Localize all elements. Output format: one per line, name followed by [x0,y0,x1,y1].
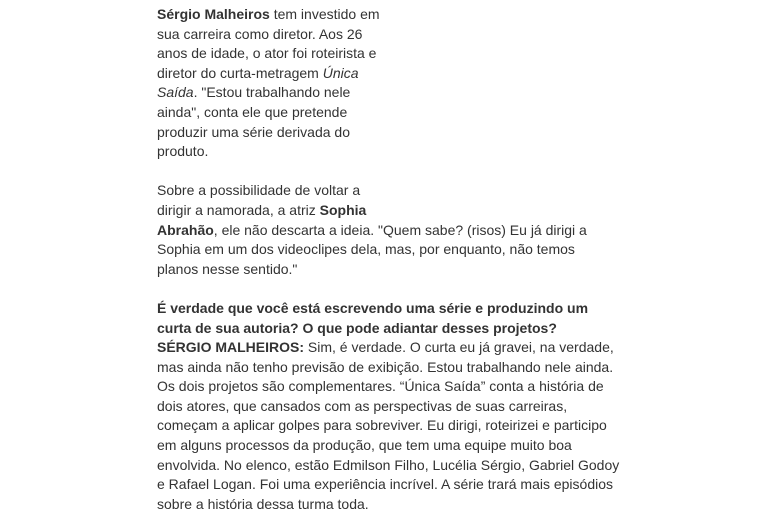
text-line: em alguns processos da produção, que tem uma equipe muito boa [157,437,572,454]
text-line: Abrahão, ele não descarta a ideia. "Quem sabe? (risos) Eu já dirigi a [157,221,587,238]
article-body [157,5,620,514]
interview-speaker: SÉRGIO MALHEIROS: [157,339,305,356]
text-line: Saída. "Estou trabalhando nele [157,84,351,101]
text-line: e Rafael Logan. Foi uma experiência incrível. A série trará mais episódios [157,476,614,493]
paragraph-spacer [157,162,617,182]
paragraph-spacer [157,279,617,299]
text-line: Sobre a possibilidade de voltar a [157,182,361,199]
text-line: anos de idade, o ator foi roteirista e [157,45,377,62]
text-line: planos nesse sentido." [157,260,298,277]
text-line: envolvida. No elenco, estão Edmilson Filho, Lucélia Sérgio, Gabriel Godoy [157,456,620,473]
text-line: sobre a história dessa turma toda. [157,495,369,512]
text-line: mas ainda não tenho previsão de exibição. Estou trabalhando nele ainda. [157,358,614,375]
text-line: SÉRGIO MALHEIROS: Sim, é verdade. O curta eu já gravei, na verdade, [157,339,614,356]
text-line: dirigir a namorada, a atriz Sophia [157,201,367,218]
text-line: sua carreira como diretor. Aos 26 [157,25,363,42]
paragraph-sophia [157,181,617,279]
text-line: Sophia em um dos videoclipes dela, mas, por enquanto, não temos [157,241,575,258]
interview-question: É verdade que você está escrevendo uma série e produzindo um [157,299,589,316]
text-line: dois atores, que cansados com as perspectivas de suas carreiras, [157,397,568,414]
text-line: Os dois projetos são complementares. “Única Saída” conta a história de [157,378,604,395]
text-line: começam a aplicar golpes para sobreviver. Eu dirigi, roteirizei e participo [157,417,607,434]
name-sophia: Sophia [319,201,367,218]
text-line: diretor do curta-metragem Única [157,64,359,81]
film-title: Única [322,64,359,81]
text-line: Sérgio Malheiros tem investido em [157,6,380,22]
name-abrahao: Abrahão [157,221,214,238]
text-line: ainda", conta ele que pretende [157,103,348,120]
paragraph-director-career [157,5,617,162]
interview-block [157,299,620,515]
name-sergio-malheiros: Sérgio Malheiros [157,6,270,22]
interview-question: curta de sua autoria? O que pode adiantar desses projetos? [157,319,557,336]
text-line: produto. [157,143,209,160]
text-line: produzir uma série derivada do [157,123,350,140]
film-title: Saída [157,84,194,101]
